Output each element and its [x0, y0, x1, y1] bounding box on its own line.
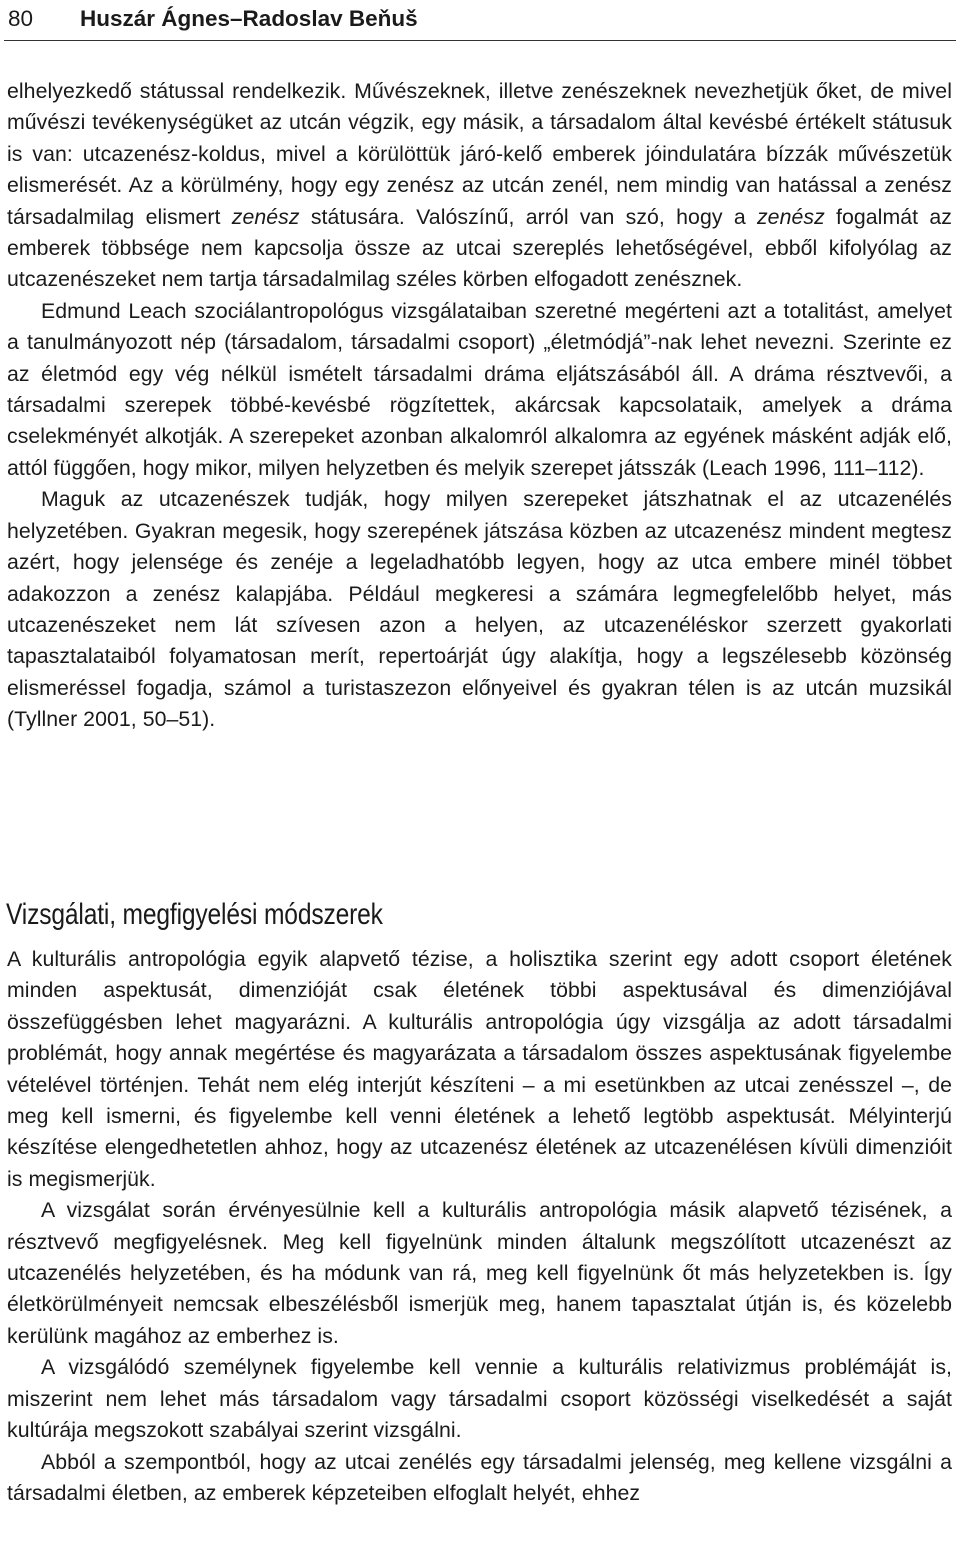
text-block-intro: [7, 76, 952, 736]
header-divider: [4, 40, 956, 41]
paragraph-participant-observation: A vizsgálat során érvényesülnie kell a kulturális antropológia másik alapvető tézisének, a résztvevő megfigyelésnek. Meg kell figyelnünk minden általunk megszólított utcazenészt az utcazenélés helyzetében, és ha módunk van rá, meg kell figyelnünk őt más helyzetekben is. Így életkörülményeit nemcsak elbeszélésből ismerjük meg, hanem tapasztalat útján is, és közelebb kerülünk magához az emberhez is.: [7, 1198, 952, 1348]
italic-term: zenész: [756, 204, 825, 229]
page-number: 80: [8, 6, 34, 31]
text-block-methods: [7, 944, 952, 1509]
running-header-authors: Huszár Ágnes–Radoslav Beňuš: [80, 6, 418, 31]
paragraph-roles: Maguk az utcazenészek tudják, hogy milyen szerepeket játszhatnak el az utcazenélés helyzetében. Gyakran megesik, hogy szerepének játszása közben az utcazenész mindent megtesz azért, hogy jelensége és zenéje a legeladhatóbb legyen, hogy az utca embere minél többet adakozzon a zenész kalapjába. Például megkeresi a számára legmegfelelőbb helyet, más utcazenészeket nem lát szívesen azon a helyen, az utcazenéléskor szerzett gyakorlati tapasztalataiból folyamatosan merít, repertoárját úgy alakítja, hogy a legszélesebb közönség elismeréssel fogadja, számol a turistaszezon előnyeivel és gyakran télen is az utcán muzsikál (Tyllner 2001, 50–51).: [7, 487, 952, 732]
paragraph-holism: A kulturális antropológia egyik alapvető tézise, a holisztika szerint egy adott csoport életének minden aspektusát, dimenzióját csak életének többi aspektusával és dimenziójával összefüggésben lehet magyarázni. A kulturális antropológia úgy vizsgálja az adott társadalmi problémát, hogy annak megértése és magyarázata a társadalom összes aspektusának figyelembe vételével történjen. Tehát nem elég interjút készíteni – a mi esetünkben az utcai zenésszel –, de meg kell ismerni, és figyelembe kell venni életének a lehető legtöbb aspektusát. Mélyinterjú készítése elengedhetetlen ahhoz, hogy az utcazenész életének az utcazenélésen kívüli dimenzióit is megismerjük.: [7, 947, 952, 1191]
paragraph-leach: Edmund Leach szociálantropológus vizsgálataiban szeretné megérteni azt a totalitást, amelyet a tanulmányozott nép (társadalom, társadalmi csoport) „életmódjá”-nak lehet nevezni. Szerinte ez az életmód egy vég nélkül ismételt társadalmi dráma eljátszásából áll. A dráma résztvevői, a társadalmi szerepek többé-kevésbé rögzítettek, akárcsak kapcsolataik, amelyek a dráma cselekményét alkotják. A szerepeket azonban alkalomról alkalomra az egyének másként adják elő, attól függően, hogy mikor, milyen helyzetben és melyik szerepet játsszák (Leach 1996, 111–112).: [7, 298, 952, 480]
paragraph-status: elhelyezkedő státussal rendelkezik. Művészeknek, illetve zenészeknek nevezhetjük őket, de mivel művészi tevékenységüket az utcán végzik, egy másik, a társadalom által kevésbé értékelt státusuk is van: utcazenész-koldus, mivel a körülöttük járó-kelő emberek jóindulatára bízzák művészetük elismerését. Az a körülmény, hogy egy zenész az utcán zenél, nem mindig van hatással a zenész társadalmilag elismert zenész státusára. Valószínű, arról van szó, hogy a zenész fogalmát az emberek többsége nem kapcsolja össze az utcai szereplés lehetőségével, ebből kifolyólag az utcazenészeket nem tartja társadalmilag széles körben elfogadott zenésznek.: [7, 79, 952, 292]
section-heading: Vizsgálati, megfigyelési módszerek: [6, 897, 383, 931]
running-header: [8, 4, 954, 40]
paragraph-social-phenomenon: Abból a szempontból, hogy az utcai zenélés egy társadalmi jelenség, meg kellene vizsgálni a társadalmi életben, az emberek képzeteiben elfoglalt helyét, ehhez: [7, 1449, 952, 1505]
italic-term: zenész: [231, 204, 300, 229]
paragraph-relativism: A vizsgálódó személynek figyelembe kell vennie a kulturális relativizmus problémáját is, miszerint nem lehet más társadalom vagy társadalmi csoport közösségi viselkedését a saját kultúrája megszokott szabályai szerint vizsgálni.: [7, 1355, 952, 1443]
